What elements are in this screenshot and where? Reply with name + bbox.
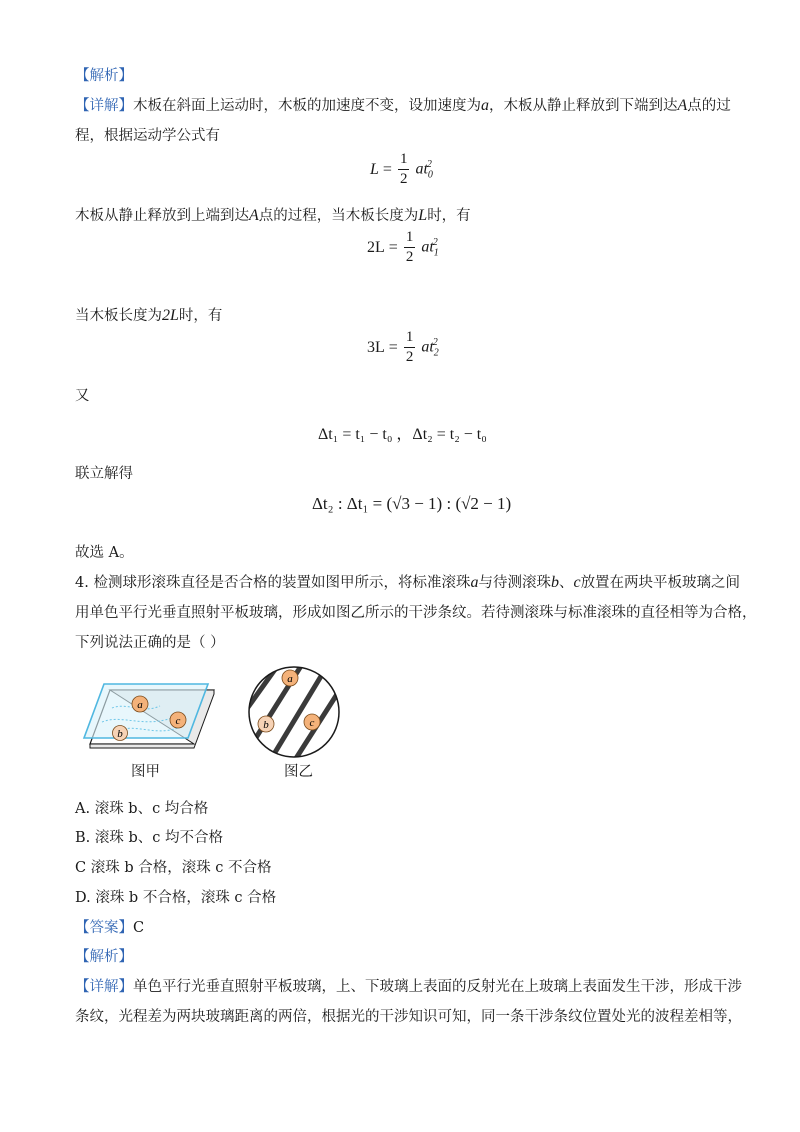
text: 放置在两块平板玻璃之间 [580,575,741,591]
option-a[interactable]: A. 滚珠 b、c 均合格 [75,801,209,817]
answer-line: 故选 A。 [75,545,134,561]
sub: 1 [433,247,439,259]
analysis-tag: 【解析】 [75,68,133,84]
fraction [404,230,416,265]
detail-line-4 [75,304,222,325]
detail-tag: 【详解】 [75,979,133,995]
equation-2 [367,230,438,265]
eq-lhs: 2L [367,238,385,256]
sup: 2 [432,336,438,348]
detail-tag: 【详解】 [75,98,133,114]
ring-ball-c-label: c [309,717,315,729]
fraction [398,152,410,187]
sup: 2 [432,236,438,248]
option-b[interactable]: B. 滚珠 b、c 均不合格 [75,830,223,846]
equation-1 [370,152,432,187]
eq-term [415,159,431,181]
text-you: 又 [75,388,90,404]
text: 木板在斜面上运动时，木板的加速度不变，设加速度为 [133,98,481,114]
eq-lhs: L [370,160,379,178]
eq-term [421,237,437,259]
detail-line-q4-2: 条纹，光程差为两块玻璃距离的两倍，根据光的干涉知识可知，同一条干涉条纹位置处光的波程差相等， [75,1009,742,1025]
text: 与待测滚珠 [478,575,551,591]
eq-sign: = [382,160,392,178]
text: 点的过程，当木板长度为 [258,208,419,224]
answer-value: C [133,920,145,936]
text: 时，有 [427,208,471,224]
equation-5: Δt₂ : Δt₁ = (√3 − 1) : (√2 − 1) [312,494,512,513]
sep: 、 [558,575,574,591]
text: 时，有 [178,308,223,324]
option-d[interactable]: D. 滚珠 b 不合格，滚珠 c 合格 [75,890,277,906]
var-A: A [249,207,259,224]
answer-tag: 【答案】 [75,920,133,936]
option-c[interactable]: C 滚珠 b 合格，滚珠 c 不合格 [75,860,272,876]
var-L: L [418,207,428,224]
sub: 0 [427,169,433,181]
ball-b-label: b [117,728,123,740]
time: t [429,338,434,356]
figure-yi [246,664,342,760]
ball-c-label: c [175,715,181,727]
detail-line-q4-1 [75,975,742,996]
detail-line-2: 程，根据运动学公式有 [75,128,220,144]
detail-line-1 [75,94,731,115]
eq-sign: = [388,338,398,356]
numerator: 1 [404,330,416,348]
q4-stem-line-2: 用单色平行光垂直照射平板玻璃，形成如图乙所示的干涉条纹。若待测滚珠与标准滚珠的直径相等为合格， [75,605,757,621]
text: 单色平行光垂直照射平板玻璃，上、下玻璃上表面的反射光在上玻璃上表面发生干涉，形成干涉 [133,979,742,995]
text: 4. 检测球形滚珠直径是否合格的装置如图甲所示，将标准滚珠 [75,575,471,591]
sup: 2 [426,158,432,170]
accel: a [415,160,424,178]
var-a: a [481,97,489,114]
top-glass [84,684,208,738]
q4-stem-line-1 [75,571,740,592]
equation-3 [367,330,438,365]
eq-term [421,337,437,359]
text: 木板从静止释放到上端到达 [75,208,249,224]
answer-line-q4 [75,916,144,937]
denominator: 2 [399,171,408,187]
figure-jia [82,678,222,758]
analysis-tag-q4: 【解析】 [75,949,133,965]
numerator: 1 [404,230,416,248]
ring-ball-a-label: a [287,673,293,685]
detail-line-3 [75,204,471,225]
eq-sign: = [388,238,398,256]
text: ，木板从静止释放到下端到达 [489,98,678,114]
var-b: b [550,574,559,591]
text: 当木板长度为 [75,308,162,324]
denominator: 2 [405,249,414,265]
fraction [404,330,416,365]
var-2L: 2L [162,307,179,324]
accel: a [421,338,430,356]
var-A: A [677,97,688,114]
time: t [429,238,434,256]
ball-a-label: a [137,699,143,711]
figure-jia-caption: 图甲 [131,764,160,780]
accel: a [421,238,430,256]
q4-stem-line-3: 下列说法正确的是（ ） [75,635,225,651]
var-c: c [573,574,581,591]
denominator: 2 [405,349,414,365]
text-lianli: 联立解得 [75,466,133,482]
ring-ball-b-label: b [263,719,269,731]
equation-4: Δt₁ = t₁ − t₀ ，Δt₂ = t₂ − t₀ [318,426,487,443]
sub: 2 [433,347,439,359]
figure-yi-caption: 图乙 [284,764,313,780]
numerator: 1 [398,152,410,170]
text: 点的过 [687,98,731,114]
time: t [423,160,428,178]
var-a: a [470,574,479,591]
eq-lhs: 3L [367,338,385,356]
